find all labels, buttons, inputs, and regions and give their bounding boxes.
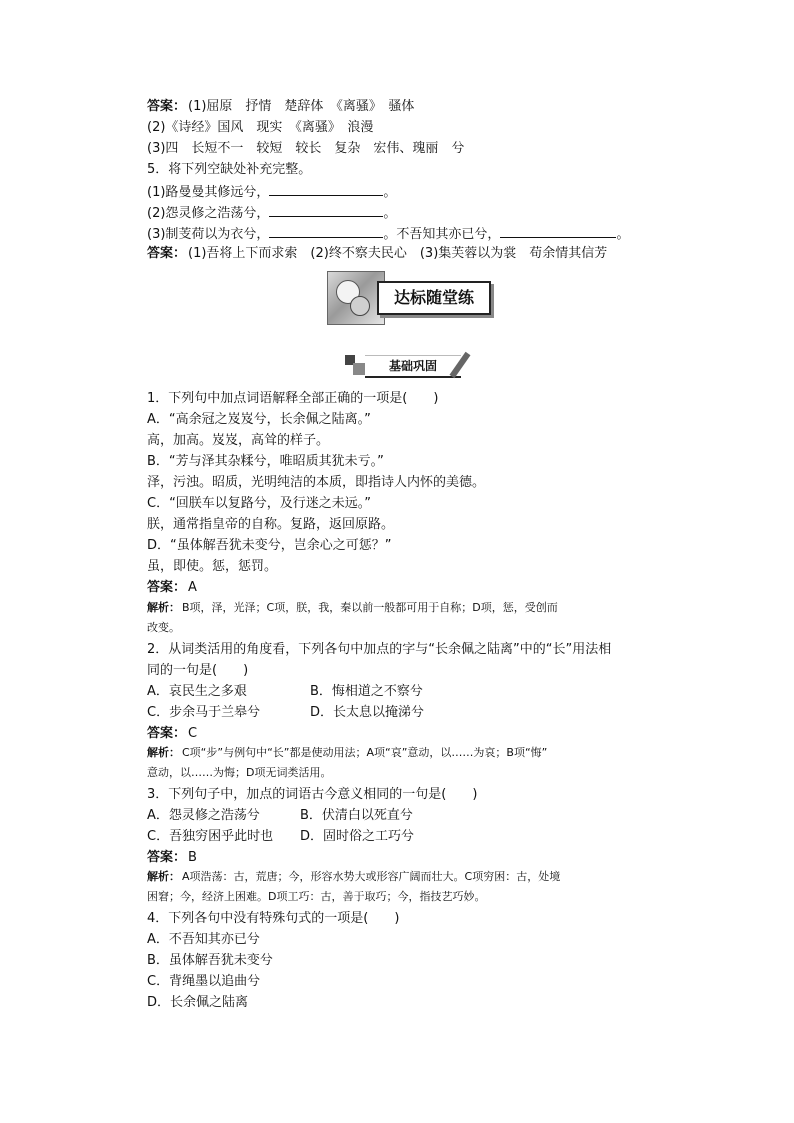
q3-option-d: D．固时俗之工巧兮: [300, 829, 415, 844]
item-text: (2)怨灵修之浩荡兮，: [147, 206, 270, 221]
q1-option-c: C．“回朕车以复路兮，及行迷之未远。”: [147, 496, 372, 511]
q1-option-a-explanation: 高，加高。岌岌，高耸的样子。: [147, 433, 330, 448]
analysis-text: B项，泽，光泽；C项，朕，我，秦以前一般都可用于自称；D项，惩，受创而: [182, 601, 558, 614]
q2-stem-cont: 同的一句是( ): [147, 663, 249, 678]
analysis-label: 解析：: [147, 870, 180, 883]
q2-analysis-cont: 意动，以……为悔；D项无词类活用。: [147, 766, 332, 779]
analysis-text: C项“步”与例句中“长”都是使动用法；A项“哀”意动，以……为哀；B项“悔”: [182, 746, 548, 759]
q1-analysis-cont: 改变。: [147, 621, 180, 634]
q4-option-c: C．背绳墨以追曲兮: [147, 974, 261, 989]
q4-option-a: A．不吾知其亦已兮: [147, 932, 260, 947]
q3-stem: 3．下列句子中，加点的词语古今意义相同的一句是( ): [147, 787, 478, 802]
square-decor-icon: [353, 363, 365, 375]
item-text-2: 。不吾知其亦已兮，: [383, 227, 501, 242]
period: 。: [616, 227, 630, 242]
q2-answer: [147, 725, 197, 743]
analysis-label: 解析：: [147, 601, 180, 614]
answer-value: C: [188, 726, 198, 741]
question-5-item-3: [147, 224, 629, 244]
q1-answer: [147, 579, 197, 597]
q3-analysis: [147, 869, 560, 885]
q1-option-b: B．“芳与泽其杂糅兮，唯昭质其犹未亏。”: [147, 454, 384, 469]
answer-label: 答案：: [147, 246, 187, 261]
question-5-item-1: [147, 182, 396, 202]
period: 。: [383, 185, 397, 200]
q2-option-a: A．哀民生之多艰: [147, 684, 247, 699]
q2-option-b: B．悔相道之不察兮: [310, 684, 423, 699]
q1-option-d-explanation: 虽，即使。惩，惩罚。: [147, 559, 278, 574]
q2-stem: 2．从词类活用的角度看，下列各句中加点的字与“长余佩之陆离”中的“长”用法相: [147, 642, 612, 657]
item-text: (1)路曼曼其修远兮，: [147, 185, 270, 200]
fill-blank: [269, 224, 383, 238]
subsection-title: 基础巩固: [365, 355, 461, 378]
fill-blank: [500, 224, 616, 238]
q1-option-b-explanation: 泽，污浊。昭质，光明纯洁的本质，即指诗人内怀的美德。: [147, 475, 486, 490]
q3-answer: [147, 849, 197, 867]
section-banner: [327, 271, 495, 323]
q1-stem: 1．下列句中加点词语解释全部正确的一项是( ): [147, 391, 439, 406]
q4-option-d: D．长余佩之陆离: [147, 995, 249, 1010]
q4-option-b: B．虽体解吾犹未变兮: [147, 953, 273, 968]
answer-label: 答案：: [147, 99, 187, 114]
fill-blank: [269, 182, 383, 196]
answer-label: 答案：: [147, 850, 187, 865]
question-5-stem: 5．将下列空缺处补充完整。: [147, 162, 312, 177]
subsection-banner: [345, 351, 477, 379]
q3-analysis-cont: 困窘；今，经济上困难。D项工巧：古，善于取巧；今，指技艺巧妙。: [147, 890, 486, 903]
q3-option-a: A．怨灵修之浩荡兮: [147, 808, 260, 823]
q1-option-c-explanation: 朕，通常指皇帝的自称。复路，返回原路。: [147, 517, 395, 532]
item-text: (3)制芰荷以为衣兮，: [147, 227, 270, 242]
answer-value: B: [188, 850, 197, 865]
analysis-text: A项浩荡：古，荒唐；今，形容水势大或形容广阔而壮大。C项穷困：古，处境: [182, 870, 561, 883]
answer-line-1: [147, 98, 414, 116]
q2-analysis: [147, 745, 547, 761]
q1-option-d: D．“虽体解吾犹未变兮，岂余心之可惩？”: [147, 538, 392, 553]
answer-label: 答案：: [147, 580, 187, 595]
q3-option-c: C．吾独穷困乎此时也: [147, 829, 274, 844]
answer-text: (1)屈原 抒情 楚辞体 《离骚》 骚体: [188, 99, 415, 114]
answer-label: 答案：: [147, 726, 187, 741]
answer-text: (1)吾将上下而求索 (2)终不察夫民心 (3)集芙蓉以为裳 苟余情其信芳: [188, 246, 608, 261]
answer-line-2: (2)《诗经》国风 现实 《离骚》 浪漫: [147, 120, 374, 135]
q2-option-d: D．长太息以掩涕兮: [310, 705, 425, 720]
section-title: 达标随堂练: [377, 281, 491, 315]
q1-analysis: [147, 600, 558, 616]
analysis-label: 解析：: [147, 746, 180, 759]
answer-value: A: [188, 580, 197, 595]
q1-option-a: A．“高余冠之岌岌兮，长余佩之陆离。”: [147, 412, 371, 427]
answer-line-3: (3)四 长短不一 较短 较长 复杂 宏伟、瑰丽 兮: [147, 141, 465, 156]
q3-option-b: B．伏清白以死直兮: [300, 808, 413, 823]
question-5-answer: [147, 245, 607, 263]
fill-blank: [269, 203, 383, 217]
q4-stem: 4．下列各句中没有特殊句式的一项是( ): [147, 911, 400, 926]
period: 。: [383, 206, 397, 221]
question-5-item-2: [147, 203, 396, 223]
q2-option-c: C．步余马于兰皋兮: [147, 705, 261, 720]
